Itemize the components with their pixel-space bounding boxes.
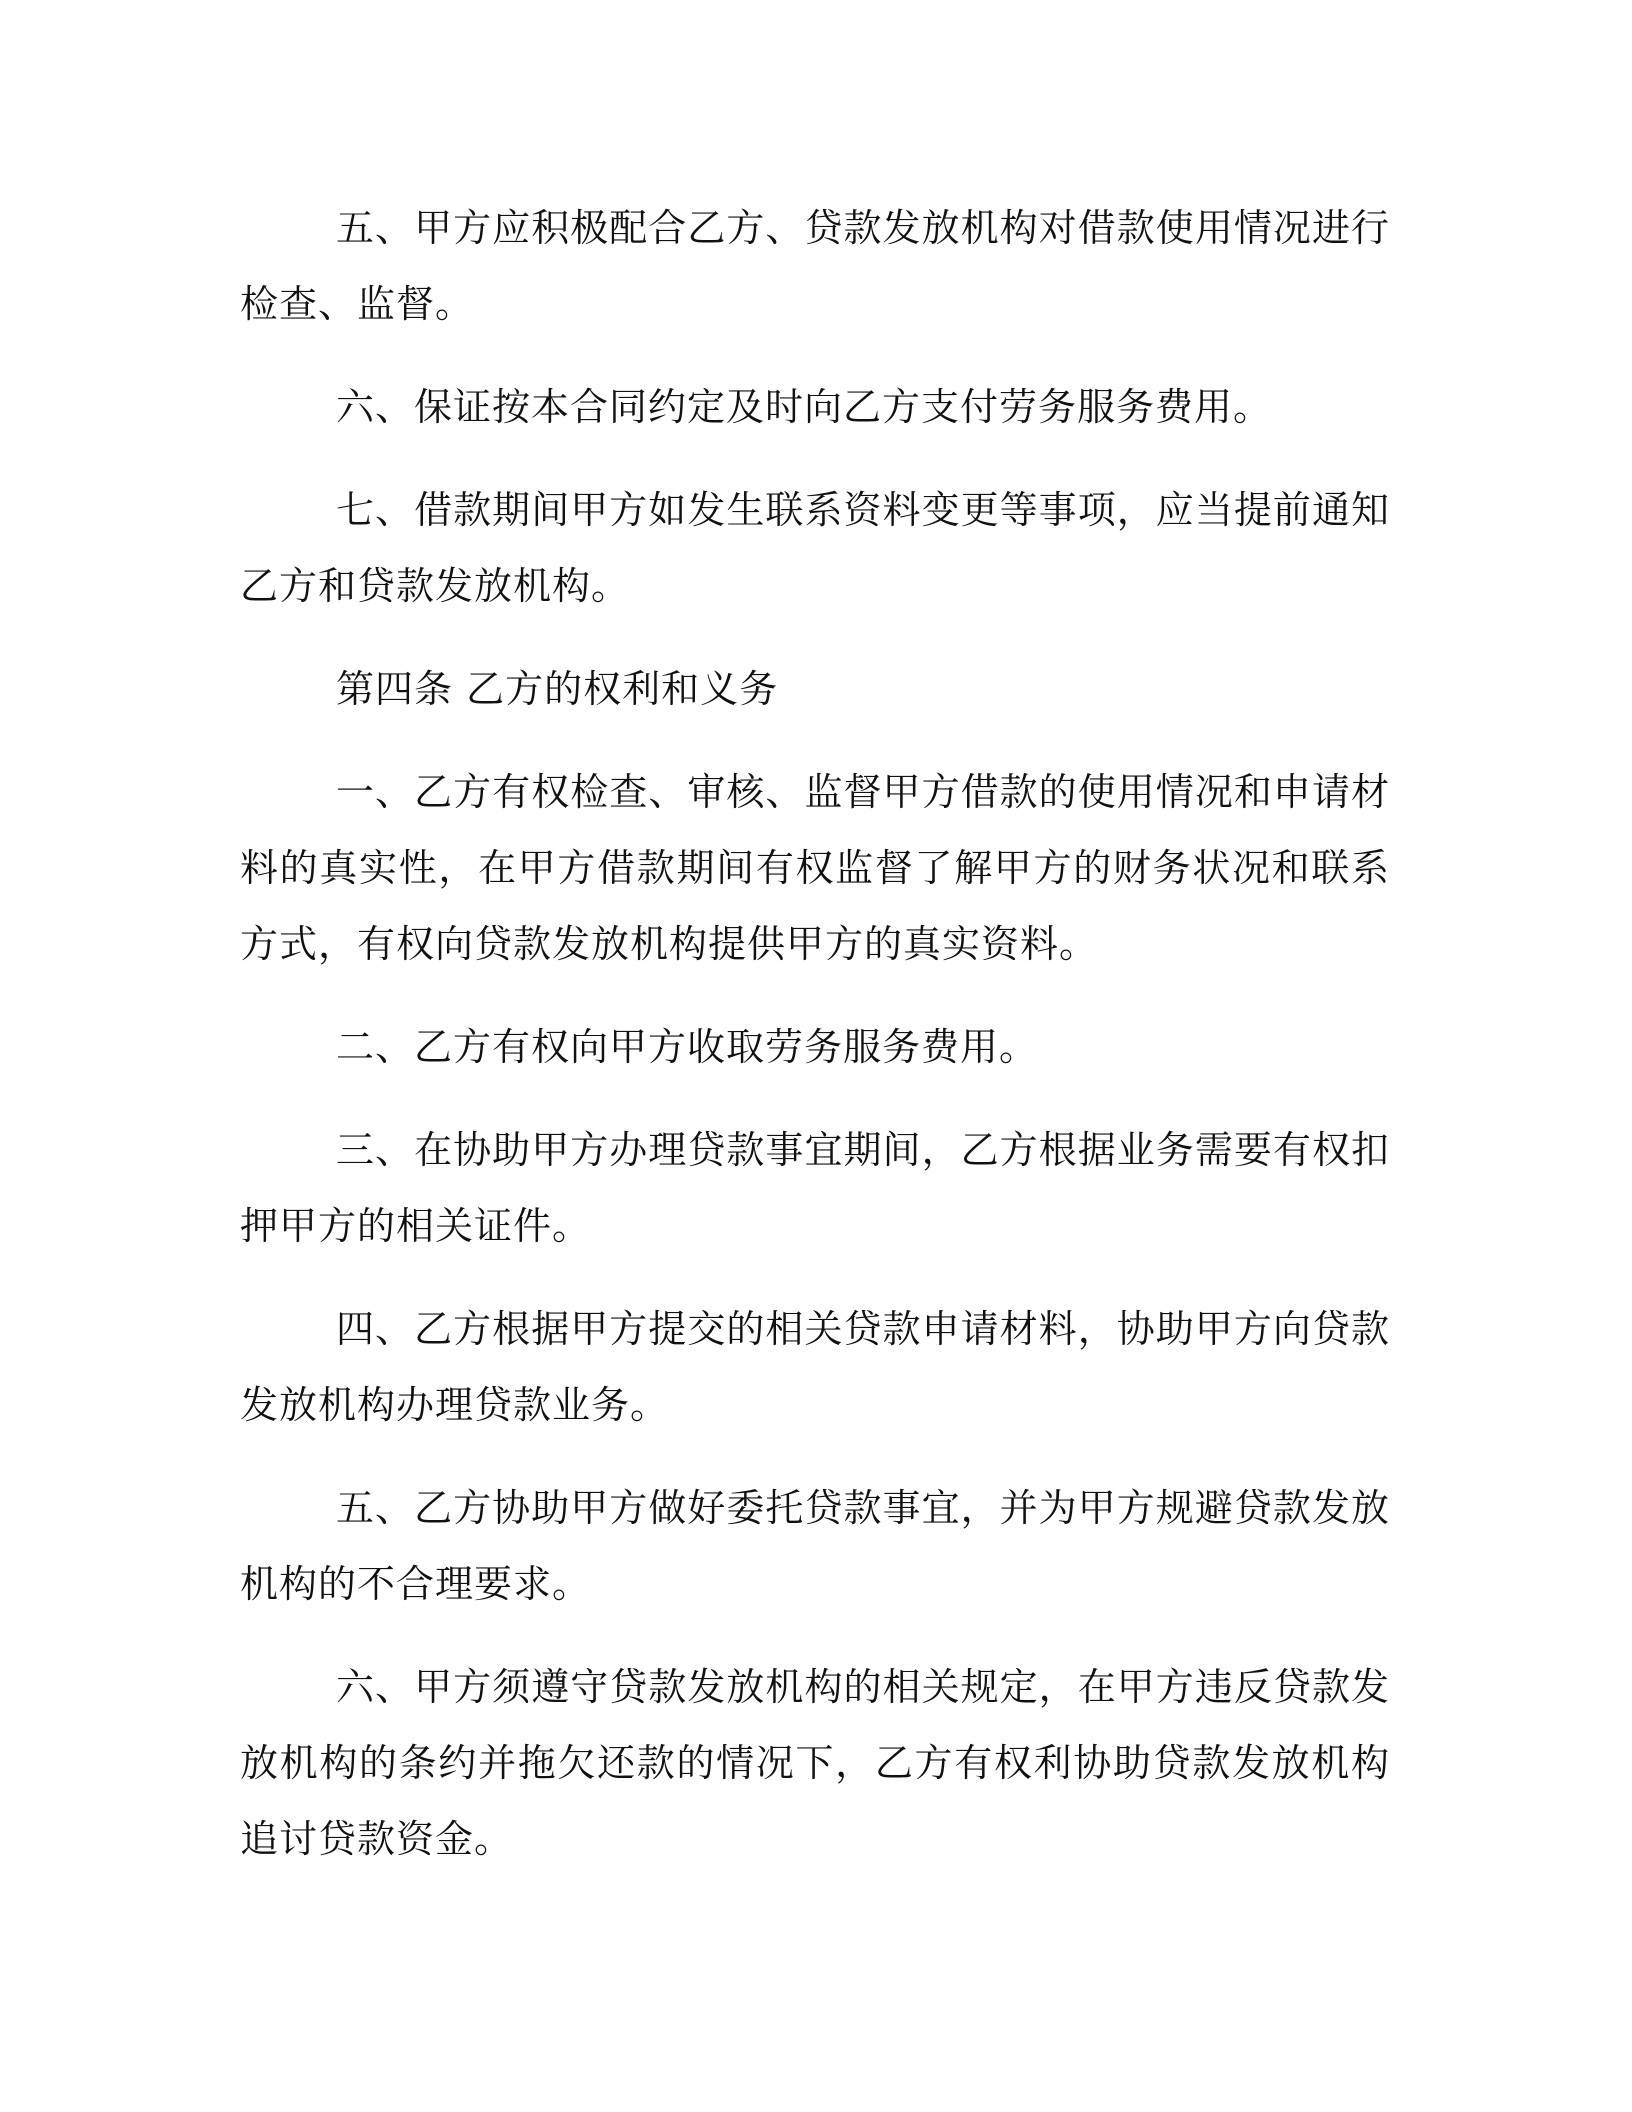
clause-paragraph: 六、甲方须遵守贷款发放机构的相关规定，在甲方违反贷款发放机构的条约并拖欠还款的情况下，乙方有权利协助贷款发放机构追讨贷款资金。 bbox=[240, 1665, 1390, 1861]
document-page bbox=[240, 190, 1390, 1877]
section-heading: 第四条 乙方的权利和义务 bbox=[336, 667, 779, 711]
clause-paragraph: 一、乙方有权检查、审核、监督甲方借款的使用情况和申请材料的真实性，在甲方借款期间有权监督了解甲方的财务状况和联系方式，有权向贷款发放机构提供甲方的真实资料。 bbox=[240, 770, 1390, 966]
clause-paragraph: 二、乙方有权向甲方收取劳务服务费用。 bbox=[336, 1025, 1039, 1069]
clause-paragraph: 五、乙方协助甲方做好委托贷款事宜，并为甲方规避贷款发放机构的不合理要求。 bbox=[240, 1486, 1390, 1606]
clause-paragraph: 四、乙方根据甲方提交的相关贷款申请材料，协助甲方向贷款发放机构办理贷款业务。 bbox=[240, 1307, 1390, 1427]
clause-paragraph: 六、保证按本合同约定及时向乙方支付劳务服务费用。 bbox=[336, 385, 1273, 429]
clause-paragraph: 五、甲方应积极配合乙方、贷款发放机构对借款使用情况进行检查、监督。 bbox=[240, 206, 1390, 326]
clause-paragraph: 三、在协助甲方办理贷款事宜期间，乙方根据业务需要有权扣押甲方的相关证件。 bbox=[240, 1128, 1390, 1248]
clause-paragraph: 七、借款期间甲方如发生联系资料变更等事项，应当提前通知乙方和贷款发放机构。 bbox=[240, 488, 1390, 608]
